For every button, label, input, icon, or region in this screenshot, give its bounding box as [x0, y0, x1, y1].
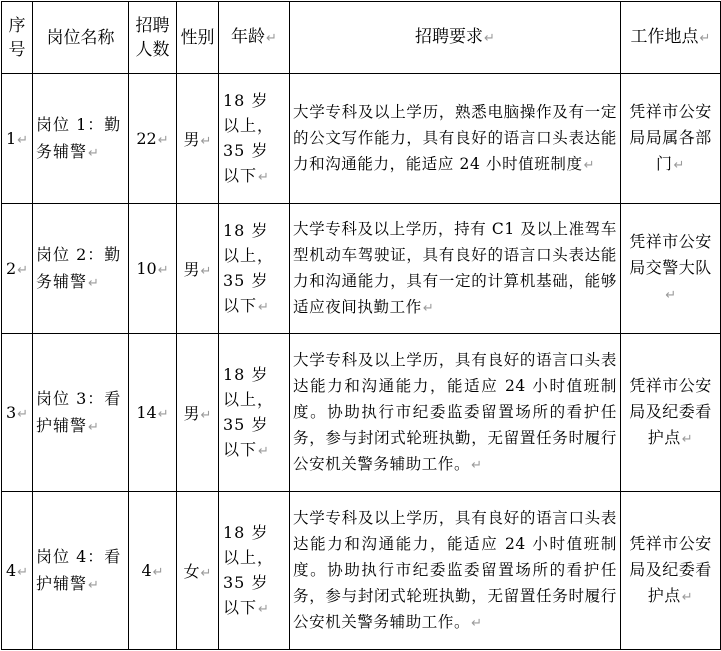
cell-seq: 2↵ — [2, 204, 33, 334]
cell-seq: 4↵ — [2, 492, 33, 650]
paragraph-mark-icon: ↵ — [422, 300, 435, 316]
paragraph-mark-icon: ↵ — [17, 133, 29, 148]
header-location: 工作地点↵ — [621, 2, 721, 74]
table-row — [2, 492, 721, 650]
cell-age: 18 岁以上，35 岁以下↵ — [219, 492, 290, 650]
table-row — [2, 74, 721, 204]
paragraph-mark-icon: ↵ — [258, 601, 270, 617]
cell-post: 岗位 4：看护辅警↵ — [33, 492, 129, 650]
cell-post: 岗位 2：勤务辅警↵ — [33, 204, 129, 334]
paragraph-mark-icon: ↵ — [258, 443, 270, 459]
paragraph-mark-icon: ↵ — [583, 157, 596, 173]
paragraph-mark-icon: ↵ — [266, 30, 277, 46]
paragraph-mark-icon: ↵ — [699, 30, 711, 46]
paragraph-mark-icon: ↵ — [17, 407, 29, 422]
table-row — [2, 204, 721, 334]
header-count: 招聘人数 — [129, 2, 177, 74]
paragraph-mark-icon: ↵ — [471, 457, 483, 473]
paragraph-mark-icon: ↵ — [157, 407, 169, 422]
cell-post: 岗位 3：看护辅警↵ — [33, 334, 129, 492]
cell-gender: 女↵ — [177, 492, 219, 650]
paragraph-mark-icon: ↵ — [471, 615, 483, 631]
paragraph-mark-icon: ↵ — [681, 431, 694, 447]
header-gender: 性别 — [177, 2, 219, 74]
cell-location: 凭祥市公安局及纪委看护点↵ — [621, 334, 721, 492]
cell-seq: 3↵ — [2, 334, 33, 492]
header-age: 年龄↵ — [219, 2, 290, 74]
paragraph-mark-icon: ↵ — [673, 157, 685, 173]
cell-age: 18 岁以上，35 岁以下↵ — [219, 334, 290, 492]
cell-seq: 1↵ — [2, 74, 33, 204]
cell-gender: 男↵ — [177, 334, 219, 492]
paragraph-mark-icon: ↵ — [157, 263, 169, 278]
cell-location: 凭祥市公安局及纪委看护点↵ — [621, 492, 721, 650]
cell-requirements: 大学专科及以上学历，具有良好的语言口头表达能力和沟通能力，能适应 24 小时值班制度。协助执行市纪委监委留置场所的看护任务，参与封闭式轮班执勤，无留置任务时履行公安机关警务辅助工作。↵ — [290, 334, 621, 492]
paragraph-mark-icon: ↵ — [88, 419, 100, 435]
paragraph-mark-icon: ↵ — [88, 275, 100, 291]
paragraph-mark-icon: ↵ — [665, 287, 677, 303]
cell-requirements: 大学专科及以上学历，具有良好的语言口头表达能力和沟通能力，能适应 24 小时值班制度。协助执行市纪委监委留置场所的看护任务，参与封闭式轮班执勤，无留置任务时履行公安机关警务辅助工作。↵ — [290, 492, 621, 650]
paragraph-mark-icon: ↵ — [200, 264, 212, 279]
paragraph-mark-icon: ↵ — [258, 169, 270, 185]
paragraph-mark-icon: ↵ — [200, 408, 212, 423]
paragraph-mark-icon: ↵ — [200, 566, 212, 581]
cell-location: 凭祥市公安局局属各部门↵ — [621, 74, 721, 204]
paragraph-mark-icon: ↵ — [681, 589, 694, 605]
header-row — [2, 2, 721, 74]
cell-age: 18 岁以上，35 岁以下↵ — [219, 74, 290, 204]
cell-count: 10↵ — [129, 204, 177, 334]
header-requirements: 招聘要求↵ — [290, 2, 621, 74]
cell-gender: 男↵ — [177, 204, 219, 334]
paragraph-mark-icon: ↵ — [157, 133, 169, 148]
cell-post: 岗位 1：勤务辅警↵ — [33, 74, 129, 204]
cell-count: 22↵ — [129, 74, 177, 204]
header-post: 岗位名称 — [33, 2, 129, 74]
paragraph-mark-icon: ↵ — [258, 299, 270, 315]
paragraph-mark-icon: ↵ — [17, 565, 29, 580]
cell-requirements: 大学专科及以上学历，熟悉电脑操作及有一定的公文写作能力，具有良好的语言口头表达能力和沟通能力，能适应 24 小时值班制度↵ — [290, 74, 621, 204]
paragraph-mark-icon: ↵ — [484, 30, 495, 46]
paragraph-mark-icon: ↵ — [88, 577, 100, 593]
cell-gender: 男↵ — [177, 74, 219, 204]
header-seq: 序号 — [2, 2, 33, 74]
cell-count: 4↵ — [129, 492, 177, 650]
paragraph-mark-icon: ↵ — [17, 263, 29, 278]
cell-age: 18 岁以上，35 岁以下↵ — [219, 204, 290, 334]
paragraph-mark-icon: ↵ — [88, 145, 100, 161]
cell-count: 14↵ — [129, 334, 177, 492]
paragraph-mark-icon: ↵ — [200, 134, 212, 149]
table-row — [2, 334, 721, 492]
cell-location: 凭祥市公安局交警大队↵ — [621, 204, 721, 334]
paragraph-mark-icon: ↵ — [152, 565, 164, 580]
cell-requirements: 大学专科及以上学历，持有 C1 及以上准驾车型机动车驾驶证，具有良好的语言口头表达能力和沟通能力，具有一定的计算机基础，能够适应夜间执勤工作↵ — [290, 204, 621, 334]
recruitment-table — [1, 1, 721, 650]
